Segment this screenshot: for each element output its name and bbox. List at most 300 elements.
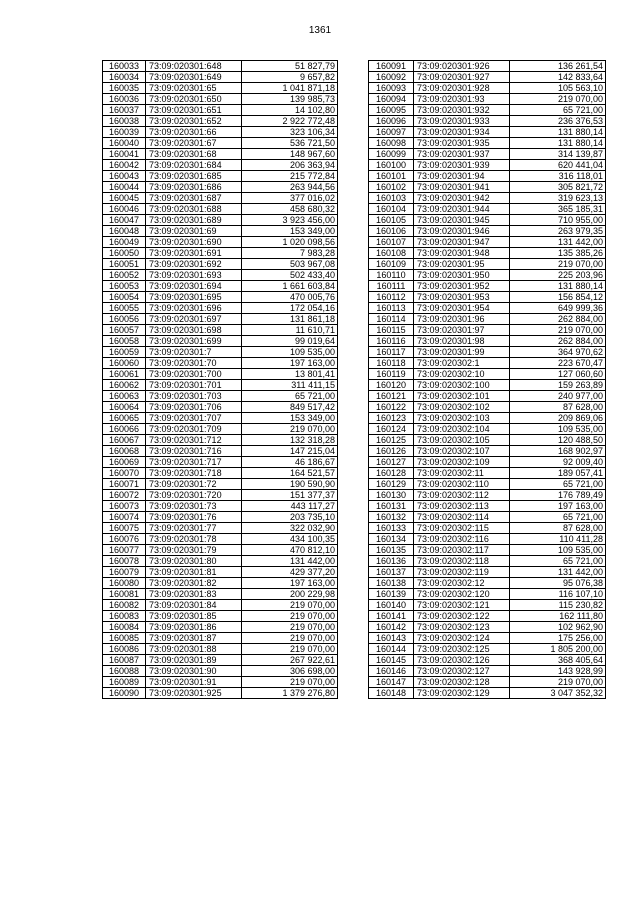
value-cell: 314 139,87 bbox=[510, 149, 606, 160]
row-number-cell: 160088 bbox=[103, 666, 146, 677]
value-cell: 7 983,28 bbox=[242, 248, 338, 259]
value-cell: 206 363,94 bbox=[242, 160, 338, 171]
table-row bbox=[369, 534, 606, 545]
table-row bbox=[103, 72, 338, 83]
row-number-cell: 160135 bbox=[369, 545, 414, 556]
table-row bbox=[103, 490, 338, 501]
value-cell: 502 433,40 bbox=[242, 270, 338, 281]
row-number-cell: 160128 bbox=[369, 468, 414, 479]
cadastral-number-cell: 73:09:020301:95 bbox=[414, 259, 510, 270]
cadastral-number-cell: 73:09:020301:73 bbox=[146, 501, 242, 512]
value-cell: 65 721,00 bbox=[510, 105, 606, 116]
value-cell: 262 884,00 bbox=[510, 336, 606, 347]
row-number-cell: 160123 bbox=[369, 413, 414, 424]
table-row bbox=[369, 677, 606, 688]
value-cell: 443 117,27 bbox=[242, 501, 338, 512]
cadastral-number-cell: 73:09:020301:937 bbox=[414, 149, 510, 160]
value-cell: 115 230,82 bbox=[510, 600, 606, 611]
row-number-cell: 160118 bbox=[369, 358, 414, 369]
row-number-cell: 160051 bbox=[103, 259, 146, 270]
cadastral-number-cell: 73:09:020302:122 bbox=[414, 611, 510, 622]
table-row bbox=[103, 226, 338, 237]
table-row bbox=[103, 127, 338, 138]
row-number-cell: 160060 bbox=[103, 358, 146, 369]
row-number-cell: 160136 bbox=[369, 556, 414, 567]
table-row bbox=[103, 138, 338, 149]
table-row bbox=[369, 325, 606, 336]
value-cell: 305 821,72 bbox=[510, 182, 606, 193]
value-cell: 131 861,18 bbox=[242, 314, 338, 325]
value-cell: 503 967,08 bbox=[242, 259, 338, 270]
table-row bbox=[369, 292, 606, 303]
table-row bbox=[103, 413, 338, 424]
value-cell: 311 411,15 bbox=[242, 380, 338, 391]
value-cell: 649 999,36 bbox=[510, 303, 606, 314]
cadastral-number-cell: 73:09:020301:90 bbox=[146, 666, 242, 677]
table-row bbox=[369, 556, 606, 567]
table-row bbox=[103, 622, 338, 633]
value-cell: 132 318,28 bbox=[242, 435, 338, 446]
cadastral-number-cell: 73:09:020301:712 bbox=[146, 435, 242, 446]
value-cell: 240 977,00 bbox=[510, 391, 606, 402]
table-row bbox=[103, 611, 338, 622]
cadastral-number-cell: 73:09:020301:650 bbox=[146, 94, 242, 105]
value-cell: 429 377,20 bbox=[242, 567, 338, 578]
row-number-cell: 160130 bbox=[369, 490, 414, 501]
table-row bbox=[369, 479, 606, 490]
row-number-cell: 160077 bbox=[103, 545, 146, 556]
value-cell: 219 070,00 bbox=[510, 259, 606, 270]
cadastral-number-cell: 73:09:020301:716 bbox=[146, 446, 242, 457]
row-number-cell: 160034 bbox=[103, 72, 146, 83]
value-cell: 219 070,00 bbox=[242, 677, 338, 688]
cadastral-number-cell: 73:09:020301:687 bbox=[146, 193, 242, 204]
value-cell: 1 379 276,80 bbox=[242, 688, 338, 699]
value-cell: 458 680,32 bbox=[242, 204, 338, 215]
cadastral-number-cell: 73:09:020302:104 bbox=[414, 424, 510, 435]
value-cell: 120 488,50 bbox=[510, 435, 606, 446]
value-cell: 197 163,00 bbox=[510, 501, 606, 512]
table-row bbox=[103, 501, 338, 512]
cadastral-number-cell: 73:09:020301:98 bbox=[414, 336, 510, 347]
cadastral-number-cell: 73:09:020301:86 bbox=[146, 622, 242, 633]
row-number-cell: 160071 bbox=[103, 479, 146, 490]
value-cell: 215 772,84 bbox=[242, 171, 338, 182]
row-number-cell: 160094 bbox=[369, 94, 414, 105]
row-number-cell: 160132 bbox=[369, 512, 414, 523]
table-row bbox=[103, 424, 338, 435]
cadastral-number-cell: 73:09:020302:107 bbox=[414, 446, 510, 457]
cadastral-number-cell: 73:09:020301:928 bbox=[414, 83, 510, 94]
cadastral-number-cell: 73:09:020301:932 bbox=[414, 105, 510, 116]
row-number-cell: 160076 bbox=[103, 534, 146, 545]
table-row bbox=[103, 237, 338, 248]
table-row bbox=[103, 94, 338, 105]
cadastral-number-cell: 73:09:020302:126 bbox=[414, 655, 510, 666]
value-cell: 306 698,00 bbox=[242, 666, 338, 677]
cadastral-number-cell: 73:09:020302:1 bbox=[414, 358, 510, 369]
value-cell: 102 962,90 bbox=[510, 622, 606, 633]
row-number-cell: 160069 bbox=[103, 457, 146, 468]
table-row bbox=[369, 622, 606, 633]
table-row bbox=[369, 688, 606, 699]
value-cell: 470 005,76 bbox=[242, 292, 338, 303]
value-cell: 162 111,80 bbox=[510, 611, 606, 622]
row-number-cell: 160049 bbox=[103, 237, 146, 248]
table-row bbox=[103, 578, 338, 589]
table-row bbox=[103, 314, 338, 325]
row-number-cell: 160090 bbox=[103, 688, 146, 699]
row-number-cell: 160048 bbox=[103, 226, 146, 237]
row-number-cell: 160146 bbox=[369, 666, 414, 677]
value-cell: 1 020 098,56 bbox=[242, 237, 338, 248]
value-cell: 139 985,73 bbox=[242, 94, 338, 105]
cadastral-number-cell: 73:09:020301:941 bbox=[414, 182, 510, 193]
table-row bbox=[369, 380, 606, 391]
table-row bbox=[369, 391, 606, 402]
row-number-cell: 160074 bbox=[103, 512, 146, 523]
table-row bbox=[103, 600, 338, 611]
cadastral-number-cell: 73:09:020301:698 bbox=[146, 325, 242, 336]
value-cell: 225 203,96 bbox=[510, 270, 606, 281]
cadastral-number-cell: 73:09:020301:927 bbox=[414, 72, 510, 83]
cadastral-number-cell: 73:09:020301:692 bbox=[146, 259, 242, 270]
cadastral-number-cell: 73:09:020301:649 bbox=[146, 72, 242, 83]
value-cell: 109 535,00 bbox=[242, 347, 338, 358]
value-cell: 87 628,00 bbox=[510, 523, 606, 534]
cadastral-number-cell: 73:09:020302:110 bbox=[414, 479, 510, 490]
table-row bbox=[369, 270, 606, 281]
table-row bbox=[369, 644, 606, 655]
row-number-cell: 160112 bbox=[369, 292, 414, 303]
table-row bbox=[369, 567, 606, 578]
table-row bbox=[369, 666, 606, 677]
table-row bbox=[103, 182, 338, 193]
cadastral-number-cell: 73:09:020302:125 bbox=[414, 644, 510, 655]
value-cell: 267 922,61 bbox=[242, 655, 338, 666]
table-row bbox=[369, 314, 606, 325]
cadastral-number-cell: 73:09:020301:703 bbox=[146, 391, 242, 402]
table-row bbox=[103, 479, 338, 490]
row-number-cell: 160142 bbox=[369, 622, 414, 633]
cadastral-number-cell: 73:09:020301:720 bbox=[146, 490, 242, 501]
table-row bbox=[103, 336, 338, 347]
cadastral-number-cell: 73:09:020301:648 bbox=[146, 61, 242, 72]
value-cell: 131 880,14 bbox=[510, 138, 606, 149]
cadastral-number-cell: 73:09:020302:123 bbox=[414, 622, 510, 633]
cadastral-number-cell: 73:09:020301:934 bbox=[414, 127, 510, 138]
value-cell: 131 442,00 bbox=[510, 237, 606, 248]
row-number-cell: 160096 bbox=[369, 116, 414, 127]
row-number-cell: 160125 bbox=[369, 435, 414, 446]
value-cell: 219 070,00 bbox=[510, 94, 606, 105]
row-number-cell: 160047 bbox=[103, 215, 146, 226]
value-cell: 135 385,26 bbox=[510, 248, 606, 259]
table-row bbox=[103, 457, 338, 468]
row-number-cell: 160095 bbox=[369, 105, 414, 116]
cadastral-number-cell: 73:09:020302:118 bbox=[414, 556, 510, 567]
table-row bbox=[103, 633, 338, 644]
value-cell: 11 610,71 bbox=[242, 325, 338, 336]
cadastral-number-cell: 73:09:020301:81 bbox=[146, 567, 242, 578]
cadastral-number-cell: 73:09:020301:66 bbox=[146, 127, 242, 138]
row-number-cell: 160097 bbox=[369, 127, 414, 138]
value-cell: 175 256,00 bbox=[510, 633, 606, 644]
value-cell: 620 441,04 bbox=[510, 160, 606, 171]
row-number-cell: 160138 bbox=[369, 578, 414, 589]
table-row bbox=[103, 534, 338, 545]
cadastral-number-cell: 73:09:020301:652 bbox=[146, 116, 242, 127]
value-cell: 365 185,31 bbox=[510, 204, 606, 215]
value-cell: 219 070,00 bbox=[510, 325, 606, 336]
row-number-cell: 160054 bbox=[103, 292, 146, 303]
cadastral-number-cell: 73:09:020301:693 bbox=[146, 270, 242, 281]
value-cell: 159 263,89 bbox=[510, 380, 606, 391]
value-cell: 190 590,90 bbox=[242, 479, 338, 490]
value-cell: 263 979,35 bbox=[510, 226, 606, 237]
table-row bbox=[369, 226, 606, 237]
table-row bbox=[369, 204, 606, 215]
value-cell: 219 070,00 bbox=[510, 677, 606, 688]
value-cell: 153 349,00 bbox=[242, 226, 338, 237]
table-row bbox=[103, 270, 338, 281]
row-number-cell: 160083 bbox=[103, 611, 146, 622]
cadastral-number-cell: 73:09:020302:103 bbox=[414, 413, 510, 424]
value-cell: 3 923 456,00 bbox=[242, 215, 338, 226]
row-number-cell: 160050 bbox=[103, 248, 146, 259]
cadastral-number-cell: 73:09:020302:127 bbox=[414, 666, 510, 677]
cadastral-number-cell: 73:09:020301:945 bbox=[414, 215, 510, 226]
cadastral-number-cell: 73:09:020302:115 bbox=[414, 523, 510, 534]
cadastral-number-cell: 73:09:020302:12 bbox=[414, 578, 510, 589]
table-row bbox=[103, 523, 338, 534]
row-number-cell: 160037 bbox=[103, 105, 146, 116]
cadastral-number-cell: 73:09:020301:684 bbox=[146, 160, 242, 171]
row-number-cell: 160124 bbox=[369, 424, 414, 435]
cadastral-number-cell: 73:09:020302:105 bbox=[414, 435, 510, 446]
table-row bbox=[103, 259, 338, 270]
cadastral-number-cell: 73:09:020301:953 bbox=[414, 292, 510, 303]
value-cell: 189 057,41 bbox=[510, 468, 606, 479]
table-row bbox=[369, 611, 606, 622]
table-row bbox=[103, 347, 338, 358]
cadastral-number-cell: 73:09:020301:925 bbox=[146, 688, 242, 699]
cadastral-number-cell: 73:09:020301:926 bbox=[414, 61, 510, 72]
table-row bbox=[369, 655, 606, 666]
row-number-cell: 160044 bbox=[103, 182, 146, 193]
table-row bbox=[103, 468, 338, 479]
cadastral-number-cell: 73:09:020301:688 bbox=[146, 204, 242, 215]
value-cell: 3 047 352,32 bbox=[510, 688, 606, 699]
row-number-cell: 160089 bbox=[103, 677, 146, 688]
table-row bbox=[103, 105, 338, 116]
cadastral-number-cell: 73:09:020302:128 bbox=[414, 677, 510, 688]
cadastral-number-cell: 73:09:020301:72 bbox=[146, 479, 242, 490]
value-cell: 172 054,16 bbox=[242, 303, 338, 314]
value-cell: 13 801,41 bbox=[242, 369, 338, 380]
row-number-cell: 160042 bbox=[103, 160, 146, 171]
cadastral-number-cell: 73:09:020301:942 bbox=[414, 193, 510, 204]
value-cell: 127 060,60 bbox=[510, 369, 606, 380]
table-row bbox=[103, 248, 338, 259]
table-row bbox=[103, 83, 338, 94]
value-cell: 14 102,80 bbox=[242, 105, 338, 116]
value-cell: 470 812,10 bbox=[242, 545, 338, 556]
value-cell: 105 563,10 bbox=[510, 83, 606, 94]
value-cell: 131 880,14 bbox=[510, 281, 606, 292]
row-number-cell: 160064 bbox=[103, 402, 146, 413]
table-row bbox=[103, 281, 338, 292]
value-cell: 51 827,79 bbox=[242, 61, 338, 72]
table-row bbox=[369, 72, 606, 83]
value-cell: 142 833,64 bbox=[510, 72, 606, 83]
row-number-cell: 160092 bbox=[369, 72, 414, 83]
cadastral-number-cell: 73:09:020301:706 bbox=[146, 402, 242, 413]
table-row bbox=[369, 281, 606, 292]
cadastral-number-cell: 73:09:020302:116 bbox=[414, 534, 510, 545]
row-number-cell: 160108 bbox=[369, 248, 414, 259]
row-number-cell: 160117 bbox=[369, 347, 414, 358]
row-number-cell: 160066 bbox=[103, 424, 146, 435]
cadastral-number-cell: 73:09:020301:696 bbox=[146, 303, 242, 314]
table-row bbox=[103, 303, 338, 314]
row-number-cell: 160133 bbox=[369, 523, 414, 534]
cadastral-number-cell: 73:09:020302:102 bbox=[414, 402, 510, 413]
row-number-cell: 160063 bbox=[103, 391, 146, 402]
value-cell: 223 670,47 bbox=[510, 358, 606, 369]
table-row bbox=[369, 468, 606, 479]
row-number-cell: 160139 bbox=[369, 589, 414, 600]
cadastral-number-cell: 73:09:020301:70 bbox=[146, 358, 242, 369]
cadastral-number-cell: 73:09:020302:101 bbox=[414, 391, 510, 402]
cadastral-number-cell: 73:09:020302:10 bbox=[414, 369, 510, 380]
table-row bbox=[103, 688, 338, 699]
row-number-cell: 160109 bbox=[369, 259, 414, 270]
cadastral-number-cell: 73:09:020301:691 bbox=[146, 248, 242, 259]
row-number-cell: 160056 bbox=[103, 314, 146, 325]
cadastral-number-cell: 73:09:020302:100 bbox=[414, 380, 510, 391]
row-number-cell: 160046 bbox=[103, 204, 146, 215]
row-number-cell: 160036 bbox=[103, 94, 146, 105]
cadastral-number-cell: 73:09:020301:80 bbox=[146, 556, 242, 567]
table-row bbox=[369, 182, 606, 193]
value-cell: 131 442,00 bbox=[510, 567, 606, 578]
value-cell: 1 041 871,18 bbox=[242, 83, 338, 94]
row-number-cell: 160102 bbox=[369, 182, 414, 193]
cadastral-number-cell: 73:09:020301:65 bbox=[146, 83, 242, 94]
value-cell: 87 628,00 bbox=[510, 402, 606, 413]
table-row bbox=[369, 600, 606, 611]
row-number-cell: 160035 bbox=[103, 83, 146, 94]
cadastral-number-cell: 73:09:020301:699 bbox=[146, 336, 242, 347]
cadastral-number-cell: 73:09:020301:84 bbox=[146, 600, 242, 611]
row-number-cell: 160055 bbox=[103, 303, 146, 314]
table-row bbox=[103, 391, 338, 402]
table-row bbox=[369, 303, 606, 314]
table-row bbox=[369, 336, 606, 347]
table-row bbox=[369, 83, 606, 94]
value-cell: 197 163,00 bbox=[242, 358, 338, 369]
cadastral-number-cell: 73:09:020301:689 bbox=[146, 215, 242, 226]
value-cell: 219 070,00 bbox=[242, 622, 338, 633]
cadastral-number-cell: 73:09:020302:114 bbox=[414, 512, 510, 523]
table-row bbox=[369, 259, 606, 270]
table-row bbox=[369, 589, 606, 600]
table-row bbox=[369, 501, 606, 512]
value-cell: 219 070,00 bbox=[242, 644, 338, 655]
value-cell: 322 032,90 bbox=[242, 523, 338, 534]
row-number-cell: 160141 bbox=[369, 611, 414, 622]
table-row bbox=[369, 138, 606, 149]
table-row bbox=[103, 567, 338, 578]
table-row bbox=[369, 149, 606, 160]
value-cell: 219 070,00 bbox=[242, 611, 338, 622]
value-cell: 131 442,00 bbox=[242, 556, 338, 567]
row-number-cell: 160053 bbox=[103, 281, 146, 292]
row-number-cell: 160145 bbox=[369, 655, 414, 666]
cadastral-number-cell: 73:09:020301:694 bbox=[146, 281, 242, 292]
value-cell: 197 163,00 bbox=[242, 578, 338, 589]
cadastral-number-cell: 73:09:020301:85 bbox=[146, 611, 242, 622]
row-number-cell: 160080 bbox=[103, 578, 146, 589]
row-number-cell: 160148 bbox=[369, 688, 414, 699]
value-cell: 434 100,35 bbox=[242, 534, 338, 545]
value-cell: 323 106,34 bbox=[242, 127, 338, 138]
table-row bbox=[369, 446, 606, 457]
cadastral-number-cell: 73:09:020301:935 bbox=[414, 138, 510, 149]
row-number-cell: 160061 bbox=[103, 369, 146, 380]
cadastral-number-cell: 73:09:020301:87 bbox=[146, 633, 242, 644]
table-row bbox=[369, 127, 606, 138]
cadastral-number-cell: 73:09:020301:954 bbox=[414, 303, 510, 314]
value-cell: 319 623,13 bbox=[510, 193, 606, 204]
cadastral-number-cell: 73:09:020301:709 bbox=[146, 424, 242, 435]
row-number-cell: 160131 bbox=[369, 501, 414, 512]
cadastral-number-cell: 73:09:020301:939 bbox=[414, 160, 510, 171]
table-row bbox=[103, 644, 338, 655]
table-row bbox=[103, 61, 338, 72]
row-number-cell: 160134 bbox=[369, 534, 414, 545]
table-row bbox=[369, 215, 606, 226]
cadastral-number-cell: 73:09:020302:120 bbox=[414, 589, 510, 600]
table-row bbox=[369, 512, 606, 523]
registry-table-left bbox=[102, 60, 338, 699]
cadastral-number-cell: 73:09:020301:94 bbox=[414, 171, 510, 182]
table-row bbox=[369, 402, 606, 413]
cadastral-number-cell: 73:09:020301:701 bbox=[146, 380, 242, 391]
value-cell: 65 721,00 bbox=[510, 479, 606, 490]
cadastral-number-cell: 73:09:020301:77 bbox=[146, 523, 242, 534]
row-number-cell: 160058 bbox=[103, 336, 146, 347]
table-row bbox=[103, 193, 338, 204]
row-number-cell: 160067 bbox=[103, 435, 146, 446]
value-cell: 219 070,00 bbox=[242, 633, 338, 644]
row-number-cell: 160140 bbox=[369, 600, 414, 611]
value-cell: 151 377,37 bbox=[242, 490, 338, 501]
row-number-cell: 160116 bbox=[369, 336, 414, 347]
cadastral-number-cell: 73:09:020301:717 bbox=[146, 457, 242, 468]
table-row bbox=[103, 215, 338, 226]
table-row bbox=[369, 490, 606, 501]
row-number-cell: 160120 bbox=[369, 380, 414, 391]
cadastral-number-cell: 73:09:020302:121 bbox=[414, 600, 510, 611]
row-number-cell: 160113 bbox=[369, 303, 414, 314]
row-number-cell: 160107 bbox=[369, 237, 414, 248]
row-number-cell: 160085 bbox=[103, 633, 146, 644]
cadastral-number-cell: 73:09:020301:700 bbox=[146, 369, 242, 380]
row-number-cell: 160087 bbox=[103, 655, 146, 666]
cadastral-number-cell: 73:09:020302:11 bbox=[414, 468, 510, 479]
